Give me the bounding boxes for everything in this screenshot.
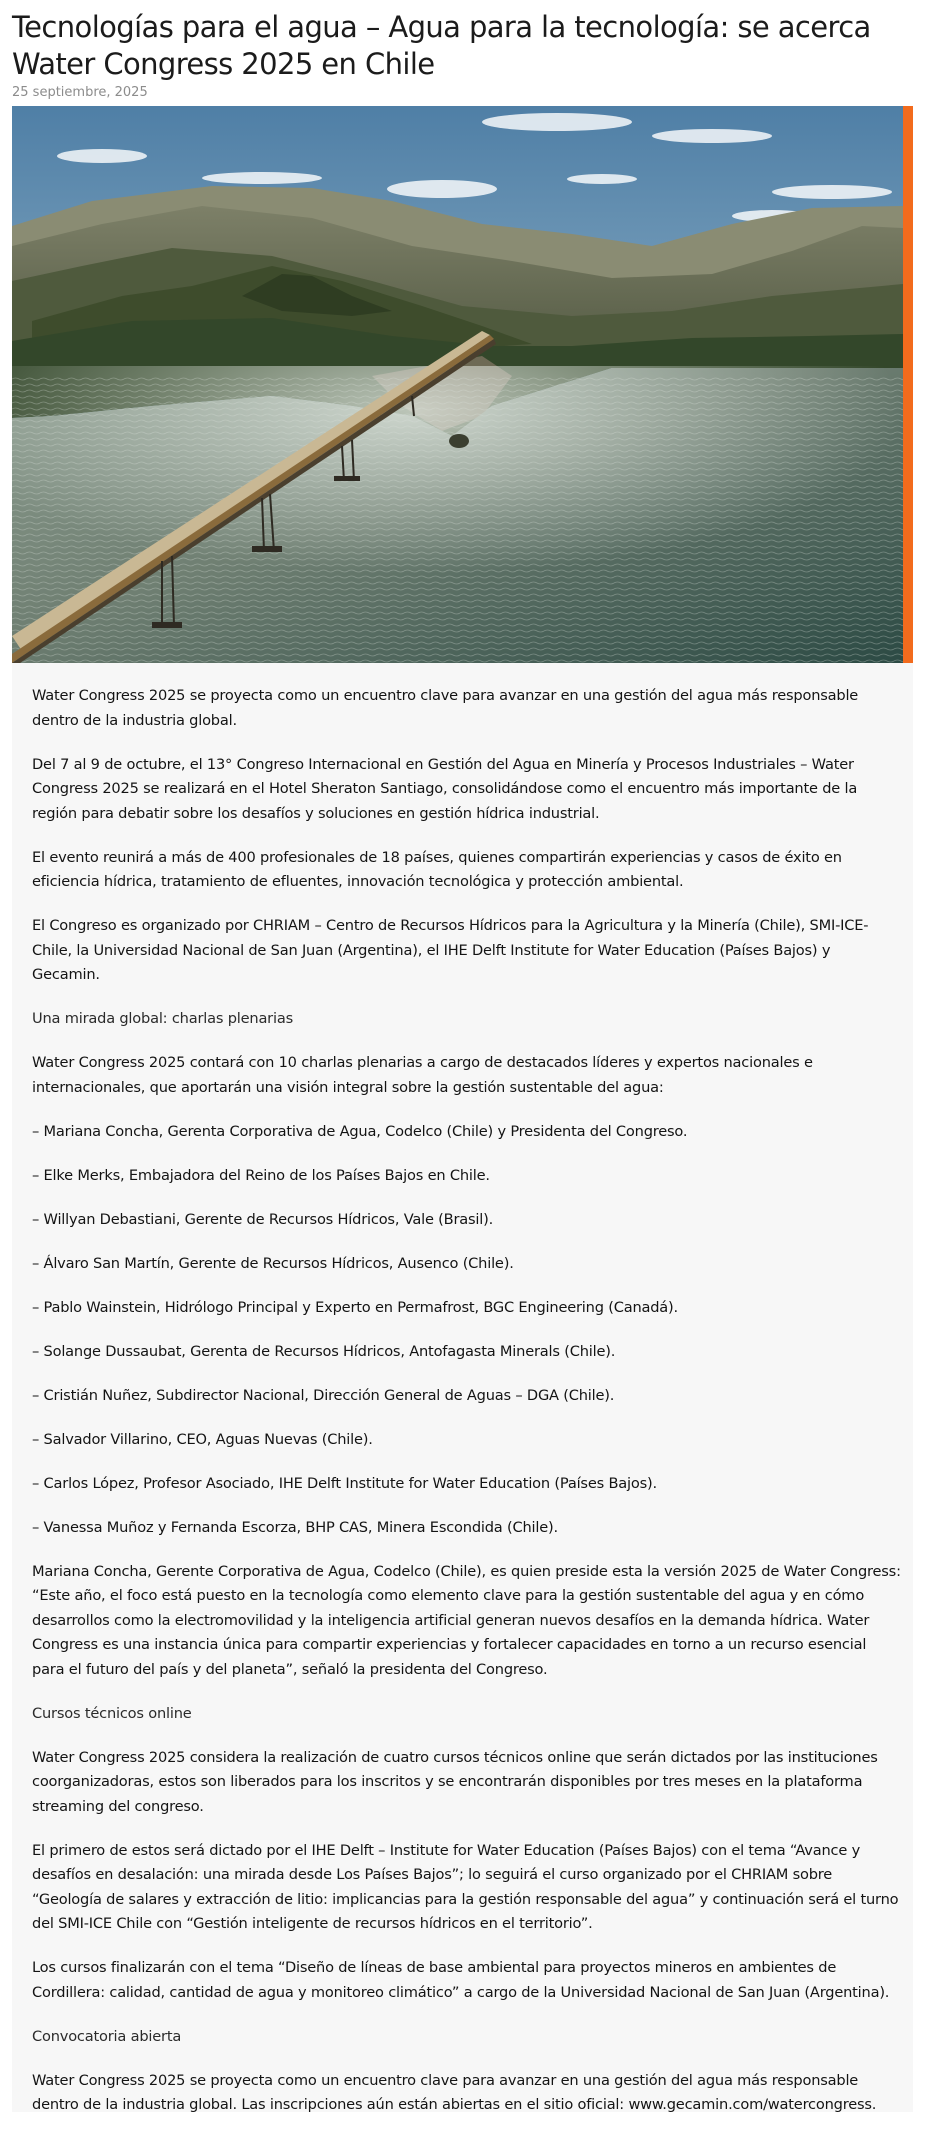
paragraph-attendance: El evento reunirá a más de 400 profesionales de 18 países, quienes compartirán experiencias y casos de éxito en eficiencia hídrica, tratamiento de efluentes, innovación tecnológica y protección ambiental. [32, 848, 842, 890]
speaker-item: – Mariana Concha, Gerenta Corporativa de Agua, Codelco (Chile) y Presidenta del Congreso. [32, 1122, 688, 1140]
section-heading-open-call: Convocatoria abierta [32, 2027, 182, 2045]
hero-image [12, 106, 903, 663]
paragraph-courses-detail: El primero de estos será dictado por el IHE Delft – Institute for Water Education (Países Bajos) con el tema “Avance y desafíos en desalación: una mirada desde Los Países Bajos”; lo seguirá el curso organizado por el CHRIAM sobre “Geología de salares y extracción de litio: implicancias para la gestión responsable del agua” y continuación será el turno del SMI-ICE Chile con “Gestión inteligente de recursos hídricos en el territorio”. [32, 1841, 899, 1932]
speaker-item: – Álvaro San Martín, Gerente de Recursos Hídricos, Ausenco (Chile). [32, 1254, 514, 1272]
speaker-item: – Solange Dussaubat, Gerenta de Recursos Hídricos, Antofagasta Minerals (Chile). [32, 1342, 616, 1360]
speaker-item: – Vanessa Muñoz y Fernanda Escorza, BHP CAS, Minera Escondida (Chile). [32, 1518, 558, 1536]
paragraph-intro: Water Congress 2025 se proyecta como un encuentro clave para avanzar en una gestión del agua más responsable dentro de la industria global. [32, 687, 859, 729]
paragraph-dates-venue: Del 7 al 9 de octubre, el 13° Congreso Internacional en Gestión del Agua en Minería y Procesos Industriales – Water Congress 2025 se realizará en el Hotel Sheraton Santiago, consolidándose como el encuentro más importante de la región para debatir sobre los desafíos y soluciones en gestión hídrica industrial. [32, 755, 858, 822]
speaker-item: – Willyan Debastiani, Gerente de Recursos Hídricos, Vale (Brasil). [32, 1210, 494, 1228]
article-title: Tecnologías para el agua – Agua para la tecnología: se acerca Water Congress 2025 en Chile [12, 10, 871, 81]
paragraph-organizers: El Congreso es organizado por CHRIAM – Centro de Recursos Hídricos para la Agricultura y la Minería (Chile), SMI-ICE-Chile, la Universidad Nacional de San Juan (Argentina), el IHE Delft Institute for Water Education (Países Bajos) y Gecamin. [32, 917, 869, 983]
article-body [32, 684, 902, 2137]
speaker-item: – Pablo Wainstein, Hidrólogo Principal y Experto en Permafrost, BGC Engineering (Canadá). [32, 1298, 678, 1316]
speaker-item: – Carlos López, Profesor Asociado, IHE Delft Institute for Water Education (Países Bajos). [32, 1474, 657, 1492]
section-heading-courses: Cursos técnicos online [32, 1704, 192, 1722]
paragraph-registration: Water Congress 2025 se proyecta como un encuentro clave para avanzar en una gestión del agua más responsable dentro de la industria global. Las inscripciones aún están abiertas en el sitio oficial: www.gecamin.com/watercongress. [32, 2071, 877, 2113]
speaker-item: – Salvador Villarino, CEO, Aguas Nuevas (Chile). [32, 1430, 373, 1448]
speaker-item: – Cristián Nuñez, Subdirector Nacional, Dirección General de Aguas – DGA (Chile). [32, 1386, 615, 1404]
bridge-conveyor-over-water-icon [12, 106, 903, 663]
paragraph-courses-intro: Water Congress 2025 considera la realización de cuatro cursos técnicos online que serán dictados por las instituciones coorganizadoras, estos son liberados para los inscritos y se encontrarán disponibles por tres meses en la plataforma streaming del congreso. [32, 1748, 878, 1815]
paragraph-plenaries-intro: Water Congress 2025 contará con 10 charlas plenarias a cargo de destacados líderes y expertos nacionales e internacionales, que aportarán una visión integral sobre la gestión sustentable del agua: [32, 1054, 813, 1096]
speaker-item: – Elke Merks, Embajadora del Reino de los Países Bajos en Chile. [32, 1166, 490, 1184]
hero-image-container [12, 106, 913, 663]
accent-bar [903, 106, 913, 663]
section-heading-plenaries: Una mirada global: charlas plenarias [32, 1010, 293, 1027]
paragraph-courses-final: Los cursos finalizarán con el tema “Diseño de líneas de base ambiental para proyectos mineros en ambientes de Cordillera: calidad, cantidad de agua y monitoreo climático” a cargo de la Universidad Nacional de San Juan (Argentina). [32, 1959, 890, 2001]
paragraph-president-quote: Mariana Concha, Gerente Corporativa de Agua, Codelco (Chile), es quien preside esta la versión 2025 de Water Congress: “Este año, el foco está puesto en la tecnología como elemento clave para la gestión sustentable del agua y en cómo desarrollos como la electromovilidad y la inteligencia artificial generan nuevos desafíos en la demanda hídrica. Water Congress es una instancia única para compartir experiencias y fortalecer capacidades en torno a un recurso esencial para el futuro del país y del planeta”, señaló la presidenta del Congreso. [32, 1562, 901, 1678]
article-date: 25 septiembre, 2025 [12, 85, 148, 100]
article-header [0, 0, 925, 103]
